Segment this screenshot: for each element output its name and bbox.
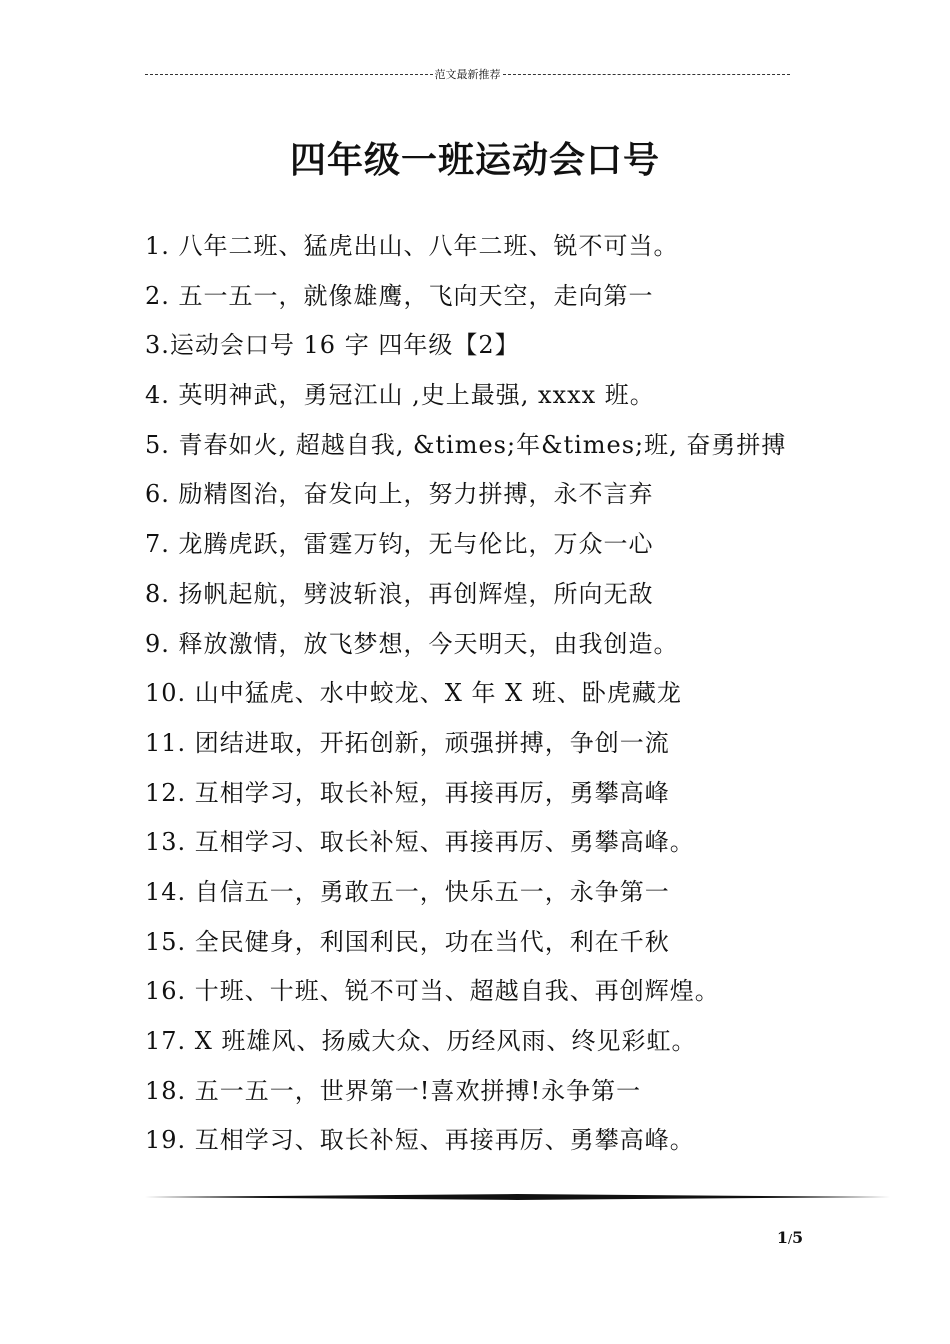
page-total: 5 (792, 1228, 804, 1247)
list-item: 7. 龙腾虎跃，雷霆万钧，无与伦比，万众一心 (145, 530, 654, 559)
slogan-list (145, 222, 845, 1166)
list-item: 5. 青春如火, 超越自我, &times;年&times;班, 奋勇拼搏 (145, 430, 787, 459)
list-item: 14. 自信五一，勇敢五一，快乐五一，永争第一 (145, 877, 670, 906)
list-item: 8. 扬帆起航，劈波斩浪，再创辉煌，所向无敌 (145, 579, 654, 608)
list-item: 13. 互相学习、取长补短、再接再厉、勇攀高峰。 (145, 828, 695, 857)
list-item: 19. 互相学习、取长补短、再接再厉、勇攀高峰。 (145, 1126, 695, 1155)
header-label: 范文最新推荐 (434, 68, 501, 81)
page-number (760, 1228, 820, 1247)
header-rule (145, 64, 790, 84)
list-item: 9. 释放激情，放飞梦想，今天明天，由我创造。 (145, 629, 679, 658)
list-item: 2. 五一五一，就像雄鹰，飞向天空，走向第一 (145, 281, 654, 310)
list-item: 18. 五一五一，世界第一!喜欢拼搏!永争第一 (145, 1076, 642, 1105)
header-dash-right (503, 74, 791, 75)
list-item: 15. 全民健身，利国利民，功在当代，利在千秋 (145, 927, 670, 956)
list-item: 10. 山中猛虎、水中蛟龙、X 年 X 班、卧虎藏龙 (145, 679, 682, 708)
list-item: 6. 励精图治，奋发向上，努力拼搏，永不言弃 (145, 480, 654, 509)
list-item: 12. 互相学习，取长补短，再接再厉，勇攀高峰 (145, 778, 670, 807)
list-item: 11. 团结进取，开拓创新，顽强拼搏，争创一流 (145, 728, 670, 757)
header-dash-left (145, 74, 433, 75)
list-item: 3.运动会口号 16 字 四年级【2】 (145, 331, 520, 360)
page-separator: / (787, 1232, 793, 1246)
list-item: 17. X 班雄风、扬威大众、历经风雨、终见彩虹。 (145, 1027, 697, 1055)
footer-rule (145, 1194, 890, 1200)
document-title: 四年级一班运动会口号 (289, 139, 660, 181)
list-item: 16. 十班、十班、锐不可当、超越自我、再创辉煌。 (145, 977, 720, 1006)
page-current: 1 (776, 1228, 788, 1247)
list-item: 4. 英明神武，勇冠江山 ,史上最强, xxxx 班。 (145, 381, 655, 410)
list-item: 1. 八年二班、猛虎出山、八年二班、锐不可当。 (145, 232, 679, 260)
